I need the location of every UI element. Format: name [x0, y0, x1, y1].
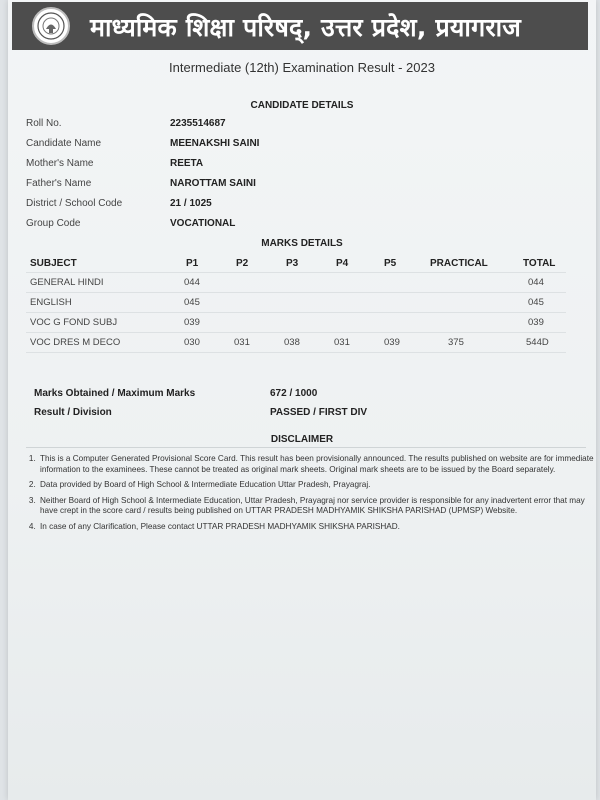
roll-no-value: 2235514687 — [170, 118, 226, 129]
col-total: TOTAL — [523, 258, 556, 269]
mother-name-value: REETA — [170, 158, 204, 169]
marks-obtained-label: Marks Obtained / Maximum Marks — [34, 388, 196, 399]
disclaimer-item: 3. Neither Board of High School & Intermediate Education, Uttar Pradesh, Prayagraj nor service provider is responsible for any inadvertent error that may have crept in the score card / results being published on UTTAR PRADESH MADHYAMIK SHIKSHA PARISHAD (UPMSP) Website. — [38, 496, 594, 517]
subject-cell: GENERAL HINDI — [30, 277, 104, 288]
disclaimer-title: DISCLAIMER — [270, 434, 334, 445]
col-p3: P3 — [286, 258, 299, 269]
p5-cell: 039 — [384, 337, 400, 348]
total-cell: 039 — [528, 317, 544, 328]
p1-cell: 044 — [184, 277, 200, 288]
row-divider — [26, 332, 566, 333]
p4-cell: 031 — [334, 337, 350, 348]
total-cell: 544D — [526, 337, 549, 348]
marks-obtained-value: 672 / 1000 — [270, 388, 318, 399]
board-name: माध्यमिक शिक्षा परिषद्, उत्तर प्रदेश, प्रयागराज — [90, 13, 521, 42]
col-p5: P5 — [384, 258, 397, 269]
candidate-name-label: Candidate Name — [26, 138, 102, 149]
board-emblem-icon — [32, 7, 70, 45]
subject-cell: VOC DRES M DECO — [30, 337, 121, 348]
col-subject: SUBJECT — [30, 258, 77, 269]
candidate-section-title: CANDIDATE DETAILS — [250, 100, 354, 111]
row-divider — [26, 352, 566, 353]
exam-title: Intermediate (12th) Examination Result - 2023 — [169, 60, 435, 75]
candidate-name-value: MEENAKSHI SAINI — [170, 138, 260, 149]
group-code-value: VOCATIONAL — [170, 218, 236, 229]
district-school-value: 21 / 1025 — [170, 198, 212, 209]
disclaimer-list — [24, 454, 594, 537]
group-code-label: Group Code — [26, 218, 81, 229]
p1-cell: 039 — [184, 317, 200, 328]
disclaimer-item: 2. Data provided by Board of High School & Intermediate Education Uttar Pradesh, Prayagraj. — [38, 480, 594, 491]
mother-name-label: Mother's Name — [26, 158, 94, 169]
subject-cell: VOC G FOND SUBJ — [30, 317, 118, 328]
row-divider — [26, 312, 566, 313]
result-division-label: Result / Division — [34, 407, 112, 418]
col-p4: P4 — [336, 258, 349, 269]
p2-cell: 031 — [234, 337, 250, 348]
practical-cell: 375 — [448, 337, 464, 348]
father-name-value: NAROTTAM SAINI — [170, 178, 256, 189]
total-cell: 044 — [528, 277, 544, 288]
score-card-sheet — [8, 0, 596, 800]
header-divider — [26, 272, 566, 273]
col-p1: P1 — [186, 258, 199, 269]
district-school-label: District / School Code — [26, 198, 123, 209]
p1-cell: 030 — [184, 337, 200, 348]
header-banner — [12, 2, 588, 50]
father-name-label: Father's Name — [26, 178, 92, 189]
row-divider — [26, 292, 566, 293]
marks-section-title: MARKS DETAILS — [261, 238, 343, 249]
subject-cell: ENGLISH — [30, 297, 72, 308]
result-division-value: PASSED / FIRST DIV — [270, 407, 368, 418]
col-p2: P2 — [236, 258, 249, 269]
p1-cell: 045 — [184, 297, 200, 308]
total-cell: 045 — [528, 297, 544, 308]
p3-cell: 038 — [284, 337, 300, 348]
col-practical: PRACTICAL — [430, 258, 488, 269]
disclaimer-item: 1. This is a Computer Generated Provisional Score Card. This result has been provisionally announced. The results published on website are for immediate information to the examinees. These cannot be treated as original mark sheets. Original mark sheets are to be issued by the Board separately. — [38, 454, 594, 475]
disclaimer-item: 4. In case of any Clarification, Please contact UTTAR PRADESH MADHYAMIK SHIKSHA PARISHAD. — [38, 522, 594, 533]
roll-no-label: Roll No. — [26, 118, 62, 129]
